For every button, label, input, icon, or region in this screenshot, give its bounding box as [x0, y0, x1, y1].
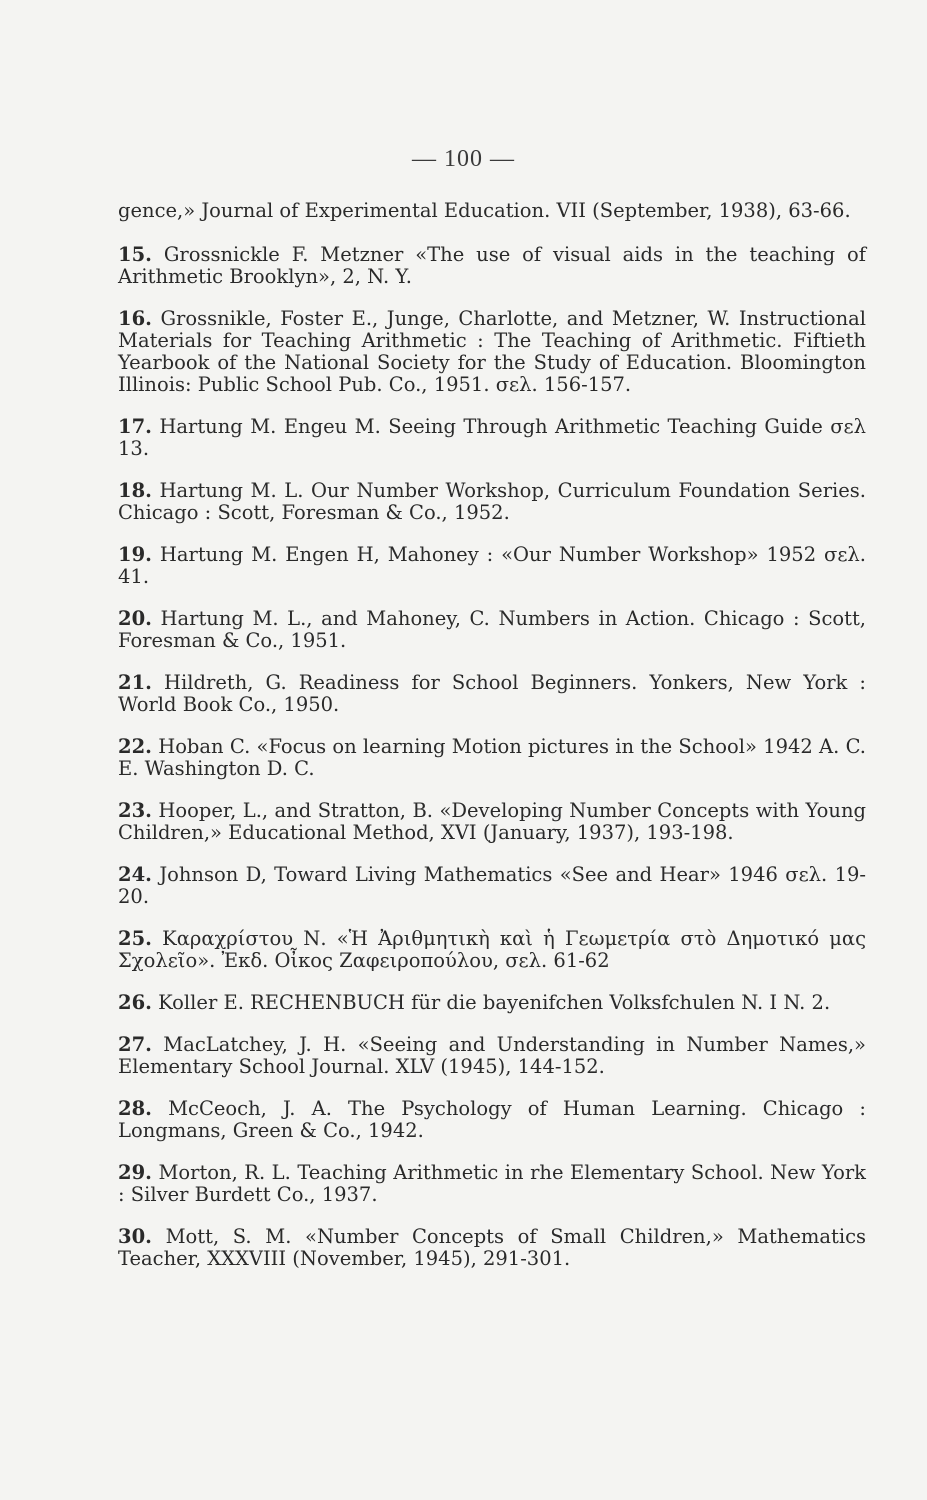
reference-text: Koller E. RECHENBUCH für die bayenifchen Volksfchulen N. I N. 2. — [158, 991, 831, 1014]
reference-number: 23. — [118, 799, 152, 822]
reference-text: Grossnickle F. Metzner «The use of visual aids in the teaching of Arithmetic Brooklyn», 2, N. Y. — [118, 243, 866, 288]
reference-text: Mott, S. M. «Number Concepts of Small Children,» Mathematics Teacher, XXXVIII (November, 1945), 291-301. — [118, 1225, 867, 1270]
reference-entry-24 — [118, 864, 866, 908]
reference-number: 29. — [118, 1161, 152, 1184]
reference-text: Grossnikle, Foster E., Junge, Charlotte, and Metzner, W. Instructional Materials for Teaching Arithmetic : The Teaching of Arithmetic. Fiftieth Yearbook of the National Society for the Study of Education. Bloomington Illinois: Public School Pub. Co., 1951. σελ. 156-157. — [118, 307, 866, 396]
reference-entry-30 — [118, 1226, 866, 1270]
reference-text: Hildreth, G. Readiness for School Beginners. Yonkers, New York : World Book Co., 1950. — [118, 671, 866, 716]
reference-number: 26. — [118, 991, 152, 1014]
reference-entry-16 — [118, 308, 866, 396]
reference-number: 17. — [118, 415, 152, 438]
reference-text: McCeoch, J. A. The Psychology of Human Learning. Chicago : Longmans, Green & Co., 1942. — [118, 1097, 866, 1142]
reference-text: gence,» Journal of Experimental Education. VII (September, 1938), 63-66. — [118, 199, 851, 222]
reference-entry-19 — [118, 544, 866, 588]
reference-text: Hoban C. «Focus on learning Motion pictures in the School» 1942 A. C. E. Washington D. C. — [118, 735, 866, 780]
reference-text: Καραχρίστου Ν. «Ἡ Ἀριθμητικὴ καὶ ἡ Γεωμετρία στὸ Δημοτικό μας Σχολεῖο». Ἐκδ. Οἶκος Ζαφειροπούλου, σελ. 61-62 — [118, 927, 867, 972]
reference-text: Morton, R. L. Teaching Arithmetic in rhe Elementary School. New York : Silver Burdett Co., 1937. — [118, 1161, 866, 1206]
reference-list — [118, 200, 866, 1290]
reference-entry-17 — [118, 416, 866, 460]
reference-number: 24. — [118, 863, 152, 886]
reference-number: 15. — [118, 243, 152, 266]
reference-text: MacLatchey, J. H. «Seeing and Understanding in Number Names,» Elementary School Journal. XLV (1945), 144-152. — [118, 1033, 866, 1078]
reference-text: Hooper, L., and Stratton, B. «Developing Number Concepts with Young Children,» Educational Method, XVI (January, 1937), 193-198. — [118, 799, 866, 844]
reference-entry-21 — [118, 672, 866, 716]
reference-number: 30. — [118, 1225, 152, 1248]
reference-entry-27 — [118, 1034, 866, 1078]
reference-text: Hartung M. L. Our Number Workshop, Curriculum Foundation Series. Chicago : Scott, Foresman & Co., 1952. — [118, 479, 866, 524]
reference-entry-28 — [118, 1098, 866, 1142]
reference-number: 21. — [118, 671, 152, 694]
reference-number: 18. — [118, 479, 152, 502]
reference-text: Hartung M. Engeu M. Seeing Through Arithmetic Teaching Guide σελ 13. — [118, 415, 867, 460]
reference-continuation — [118, 200, 866, 222]
reference-text: Hartung M. L., and Mahoney, C. Numbers in Action. Chicago : Scott, Foresman & Co., 1951. — [118, 607, 866, 652]
reference-number: 20. — [118, 607, 152, 630]
reference-entry-18 — [118, 480, 866, 524]
reference-number: 16. — [118, 307, 152, 330]
reference-entry-26 — [118, 992, 866, 1014]
reference-number: 22. — [118, 735, 152, 758]
reference-entry-29 — [118, 1162, 866, 1206]
reference-entry-20 — [118, 608, 866, 652]
page-number: — 100 — — [412, 146, 515, 172]
reference-entry-22 — [118, 736, 866, 780]
reference-entry-23 — [118, 800, 866, 844]
reference-text: Hartung M. Engen H, Mahoney : «Our Number Workshop» 1952 σελ. 41. — [118, 543, 866, 588]
reference-number: 19. — [118, 543, 152, 566]
reference-number: 25. — [118, 927, 152, 950]
reference-entry-25 — [118, 928, 866, 972]
reference-number: 27. — [118, 1033, 152, 1056]
reference-entry-15 — [118, 244, 866, 288]
reference-text: Johnson D, Toward Living Mathematics «See and Hear» 1946 σελ. 19-20. — [118, 863, 867, 908]
reference-number: 28. — [118, 1097, 152, 1120]
